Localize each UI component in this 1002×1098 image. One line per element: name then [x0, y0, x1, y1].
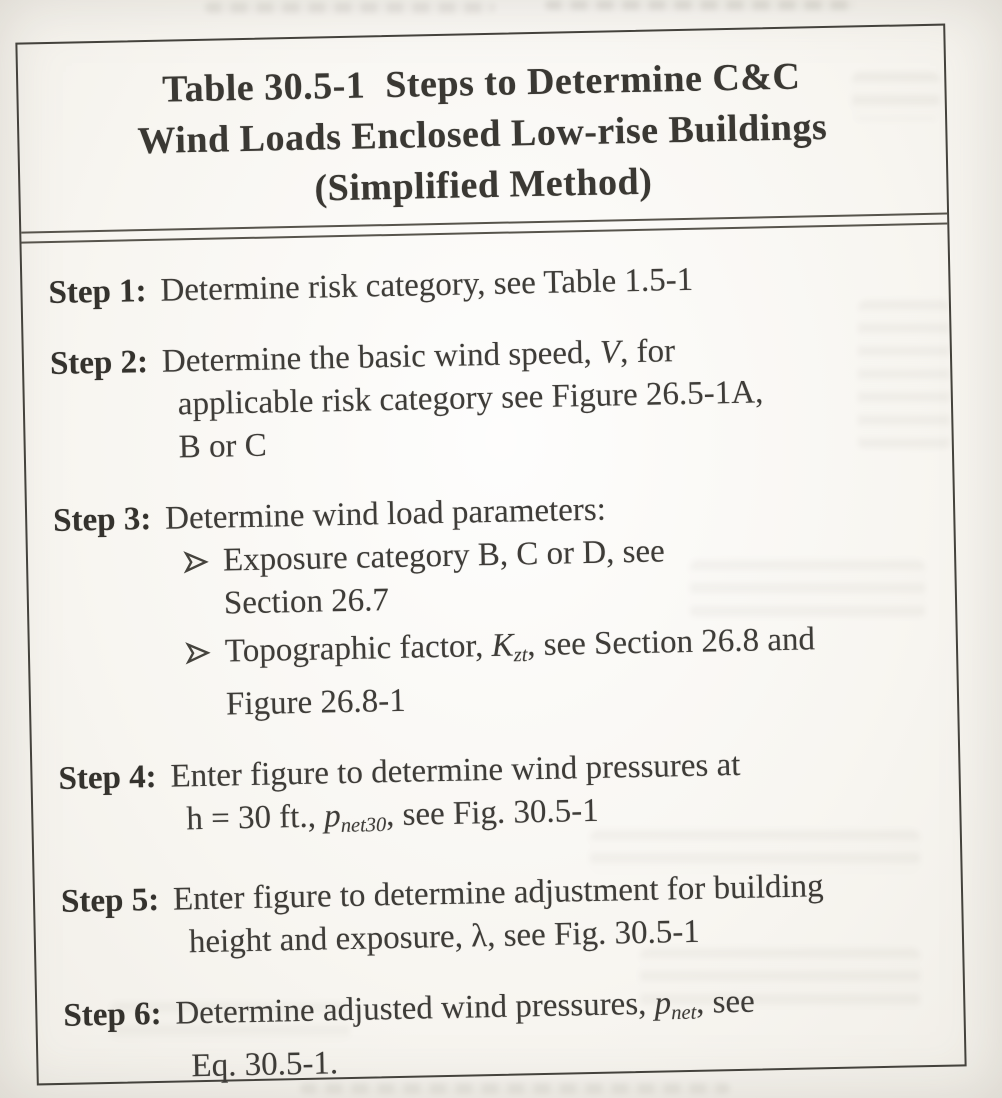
text-segment: Determine wind load parameters:: [164, 491, 607, 537]
bullet-list: [166, 525, 944, 728]
text-segment: height and exposure, λ, see Fig. 30.5-1: [188, 914, 701, 961]
text-segment: Topographic factor,: [224, 628, 492, 670]
text-segment: Determine the basic wind speed,: [161, 334, 601, 380]
step-content: [165, 482, 944, 728]
step-label: Step 2:: [49, 344, 149, 383]
step-label: Step 1:: [48, 273, 147, 312]
step-row: [61, 863, 949, 967]
arrowhead-right-icon: [185, 640, 212, 667]
text-segment: p: [323, 797, 342, 835]
step-row: [58, 739, 946, 853]
step-content: [160, 254, 935, 313]
step-line: [160, 254, 935, 313]
text-segment: , see: [695, 984, 756, 1022]
step-content: [173, 863, 949, 965]
text-segment: net: [671, 1002, 697, 1025]
step-row: [48, 254, 935, 315]
text-segment: Determine risk category, see Table 1.5-1: [160, 261, 694, 309]
table-title: [17, 26, 946, 221]
text-segment: p: [654, 985, 672, 1023]
steps-list: [21, 225, 964, 1092]
text-segment: h = 30 ft.,: [186, 798, 325, 838]
step-label: Step 6:: [63, 996, 162, 1035]
step-row: [63, 977, 951, 1091]
text-segment: zt: [513, 643, 528, 667]
arrowhead-right-icon: [183, 549, 210, 576]
text-segment: , see Fig. 30.5-1: [385, 792, 600, 833]
step-row: [53, 482, 944, 730]
table-title-line-3: (Simplified Method): [314, 160, 653, 210]
step-label: Step 4:: [58, 758, 157, 797]
bullet-item: [168, 616, 944, 728]
text-segment: , see Section 26.8 and: [526, 621, 816, 664]
step-content: [175, 977, 951, 1089]
step-label: Step 5:: [60, 882, 160, 921]
bleed-through-artifact: [545, 0, 855, 10]
table-title-line-1: Table 30.5-1 Steps to Determine C&C: [161, 55, 801, 111]
step-label: Step 3:: [52, 500, 152, 540]
bullet-item: [166, 525, 942, 627]
text-segment: , for: [619, 333, 676, 371]
table-title-line-2: Wind Loads Enclosed Low-rise Buildings: [137, 105, 828, 163]
step-content: [170, 739, 946, 851]
step-content: [162, 325, 938, 470]
text-segment: applicable risk category see Figure 26.5-1A,: [177, 374, 764, 423]
bleed-through-artifact: [205, 2, 495, 13]
text-segment: B or C: [178, 427, 268, 466]
text-segment: Eq. 30.5-1.: [191, 1045, 339, 1085]
text-segment: K: [491, 627, 514, 665]
text-segment: Enter figure to determine wind pressures at: [170, 746, 741, 795]
text-segment: Enter figure to determine adjustment for building: [172, 868, 824, 919]
text-segment: Section 26.7: [223, 582, 390, 622]
text-segment: Determine adjusted wind pressures,: [175, 986, 655, 1033]
text-segment: net30: [340, 813, 387, 837]
text-segment: Figure 26.8-1: [225, 682, 407, 723]
table-30-5-1-box: [15, 24, 966, 1086]
step-row: [50, 325, 938, 472]
text-segment: V: [599, 334, 621, 371]
text-segment: Exposure category B, C or D, see: [222, 533, 666, 579]
